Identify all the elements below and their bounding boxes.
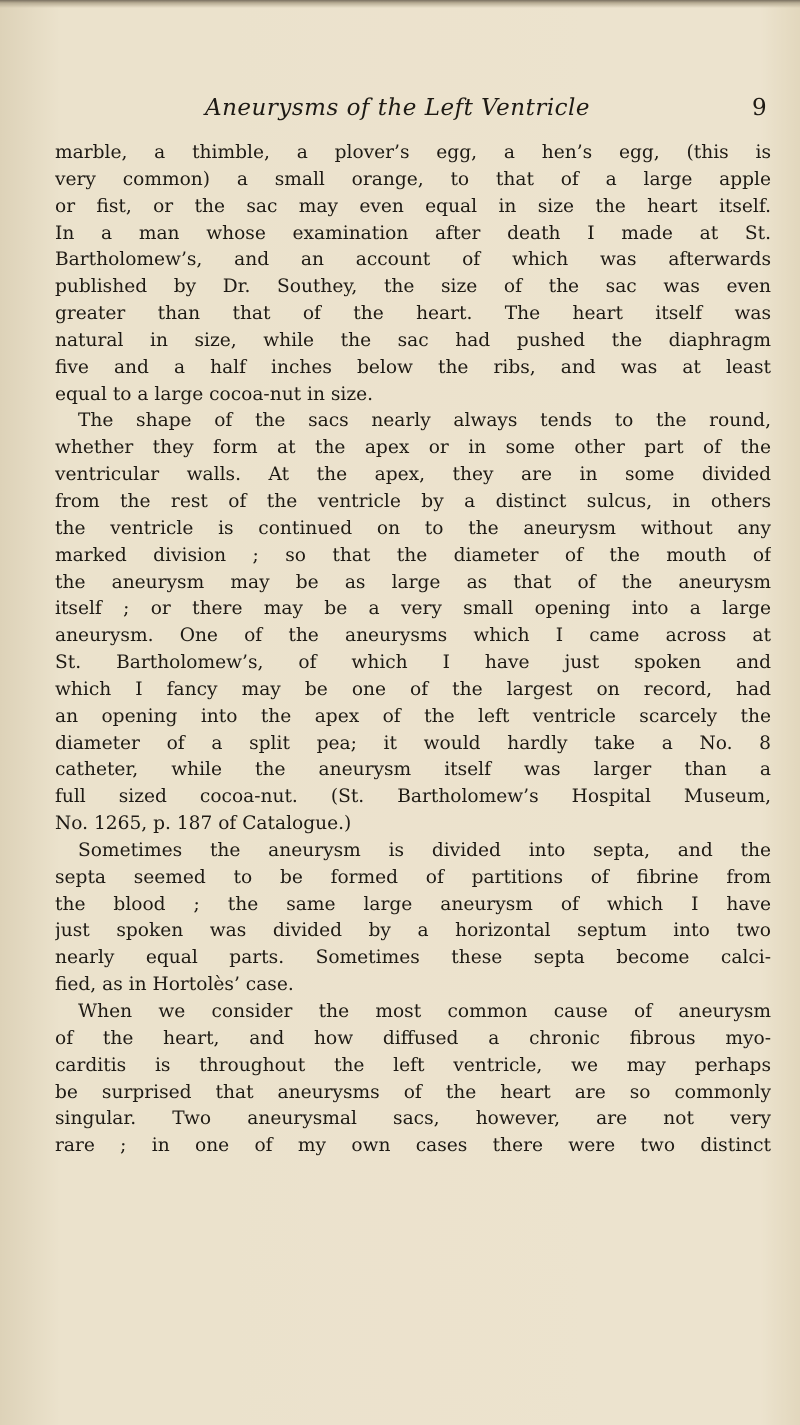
- text-line: In a man whose examination after death I made at St.: [55, 222, 771, 244]
- text-line: When we consider the most common cause of aneurysm: [78, 1001, 771, 1022]
- text-line: singular. Two aneurysmal sacs, however, are not very: [55, 1108, 771, 1130]
- text-line: ventricular walls. At the apex, they are in some divided: [55, 464, 771, 486]
- text-line: an opening into the apex of the left ventricle scarcely the: [55, 705, 771, 727]
- text-line: nearly equal parts. Sometimes these septa become calci-: [55, 947, 771, 969]
- page-number: 9: [752, 95, 767, 121]
- running-head: [0, 95, 800, 125]
- text-line: itself ; or there may be a very small opening into a large: [55, 598, 771, 620]
- text-line: natural in size, while the sac had pushed the diaphragm: [55, 329, 771, 351]
- text-line: published by Dr. Southey, the size of the sac was even: [55, 276, 771, 298]
- running-title: Aneurysms of the Left Ventricle: [205, 95, 591, 121]
- text-line: very common) a small orange, to that of a large apple: [55, 168, 771, 190]
- text-line: Sometimes the aneurysm is divided into septa, and the: [78, 839, 771, 861]
- text-line: Bartholomew’s, and an account of which was afterwards: [55, 249, 771, 271]
- text-line: from the rest of the ventricle by a distinct sulcus, in others: [55, 490, 771, 512]
- text-line: rare ; in one of my own cases there were two distinct: [55, 1135, 771, 1157]
- text-line: fied, as in Hortolès’ case.: [55, 974, 294, 996]
- text-line: just spoken was divided by a horizontal septum into two: [55, 920, 771, 942]
- text-line: aneurysm. One of the aneurysms which I came across at: [55, 625, 771, 647]
- text-line: equal to a large cocoa-nut in size.: [55, 383, 374, 405]
- text-line: The shape of the sacs nearly always tends to the round,: [78, 410, 771, 432]
- text-line: of the heart, and how diffused a chronic fibrous myo-: [55, 1027, 771, 1049]
- text-line: greater than that of the heart. The heart itself was: [55, 303, 771, 325]
- body-text: [55, 140, 771, 1160]
- text-line: or fist, or the sac may even equal in size the heart itself.: [55, 195, 771, 217]
- text-line: marble, a thimble, a plover’s egg, a hen’s egg, (this is: [55, 142, 771, 163]
- text-line: the blood ; the same large aneurysm of which I have: [55, 893, 771, 915]
- text-line: St. Bartholomew’s, of which I have just spoken and: [55, 652, 771, 674]
- text-line: catheter, while the aneurysm itself was larger than a: [55, 759, 771, 781]
- text-line: carditis is throughout the left ventricle, we may perhaps: [55, 1054, 771, 1076]
- text-line: full sized cocoa-nut. (St. Bartholomew’s Hospital Museum,: [55, 786, 771, 808]
- text-line: septa seemed to be formed of partitions of fibrine from: [55, 866, 771, 888]
- text-line: the aneurysm may be as large as that of the aneurysm: [55, 571, 771, 593]
- text-line: No. 1265, p. 187 of Catalogue.): [55, 813, 352, 835]
- text-line: be surprised that aneurysms of the heart are so commonly: [55, 1081, 771, 1103]
- text-line: which I fancy may be one of the largest on record, had: [55, 678, 771, 700]
- text-line: whether they form at the apex or in some other part of the: [55, 437, 771, 459]
- page-edge-shadow: [0, 0, 800, 8]
- text-line: the ventricle is continued on to the aneurysm without any: [55, 517, 771, 539]
- text-line: five and a half inches below the ribs, and was at least: [55, 356, 771, 378]
- text-line: diameter of a split pea; it would hardly take a No. 8: [55, 732, 771, 754]
- text-line: marked division ; so that the diameter of the mouth of: [55, 544, 771, 566]
